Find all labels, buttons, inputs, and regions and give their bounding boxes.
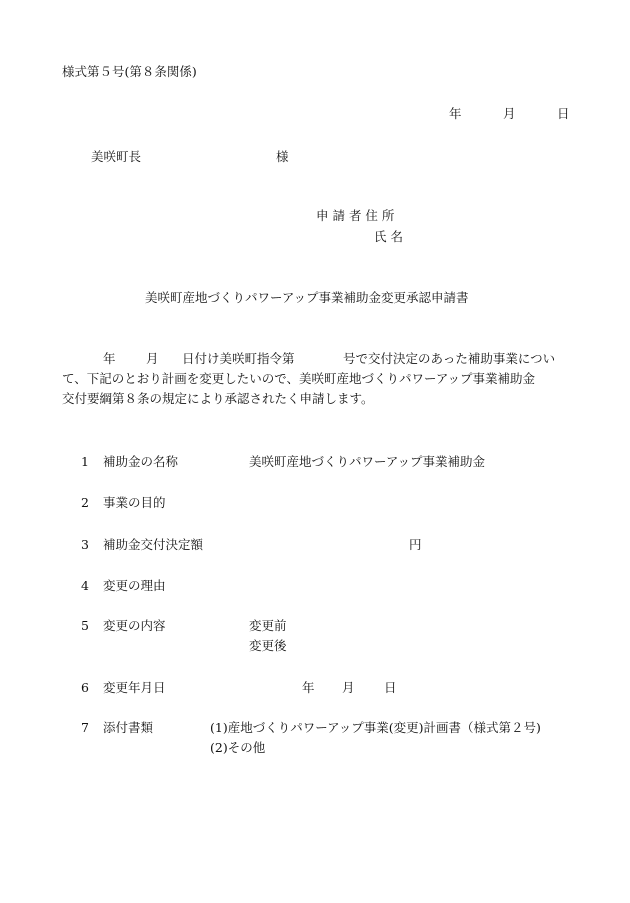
item-label: 補助金交付決定額 <box>103 537 204 552</box>
attachment-2: (2)その他 <box>210 740 266 755</box>
attachment-1: (1)産地づくりパワーアップ事業(変更)計画書（様式第２号) <box>210 720 541 735</box>
applicant-name-label: 氏 名 <box>374 229 403 244</box>
item-label: 変更の理由 <box>103 578 166 593</box>
item-label: 変更の内容 <box>103 618 166 633</box>
date-day: 日 <box>557 106 570 121</box>
item-number: 4 <box>81 578 89 593</box>
item-year: 年 <box>302 680 315 695</box>
item-number: 6 <box>81 680 89 695</box>
form-number: 様式第５号(第８条関係) <box>62 64 197 79</box>
item-before: 変更前 <box>249 618 287 633</box>
body-line: 交付要綱第８条の規定により承認されたく申請します。 <box>62 391 374 406</box>
body-line <box>62 349 572 369</box>
applicant-address-label: 申 請 者 住 所 <box>316 208 395 223</box>
item-label: 変更年月日 <box>103 680 166 695</box>
date-month: 月 <box>503 106 516 121</box>
item-number: 2 <box>81 495 89 510</box>
date-year: 年 <box>449 106 462 121</box>
body-text-1: 日付け美咲町指令第 <box>182 351 295 366</box>
item-value: 美咲町産地づくりパワーアップ事業補助金 <box>249 454 486 469</box>
body-year: 年 <box>103 351 116 366</box>
item-label: 事業の目的 <box>103 495 166 510</box>
addressee-honorific: 様 <box>276 149 289 164</box>
item-number: 7 <box>81 720 89 735</box>
body-text-2: 号で交付決定のあった補助事業につい <box>343 351 556 366</box>
item-unit: 円 <box>409 537 422 552</box>
item-number: 3 <box>81 537 89 552</box>
item-label: 補助金の名称 <box>103 454 179 469</box>
addressee-name: 美咲町長 <box>91 149 142 164</box>
body-line: て、下記のとおり計画を変更したいので、美咲町産地づくりパワーアップ事業補助金 <box>62 371 536 386</box>
document-title: 美咲町産地づくりパワーアップ事業補助金変更承認申請書 <box>145 290 469 305</box>
item-after: 変更後 <box>249 638 287 653</box>
item-month: 月 <box>342 680 355 695</box>
item-label: 添付書類 <box>103 720 154 735</box>
item-number: 1 <box>81 454 89 469</box>
body-paragraph <box>62 349 572 409</box>
item-day: 日 <box>384 680 397 695</box>
body-month: 月 <box>146 351 159 366</box>
item-number: 5 <box>81 618 89 633</box>
